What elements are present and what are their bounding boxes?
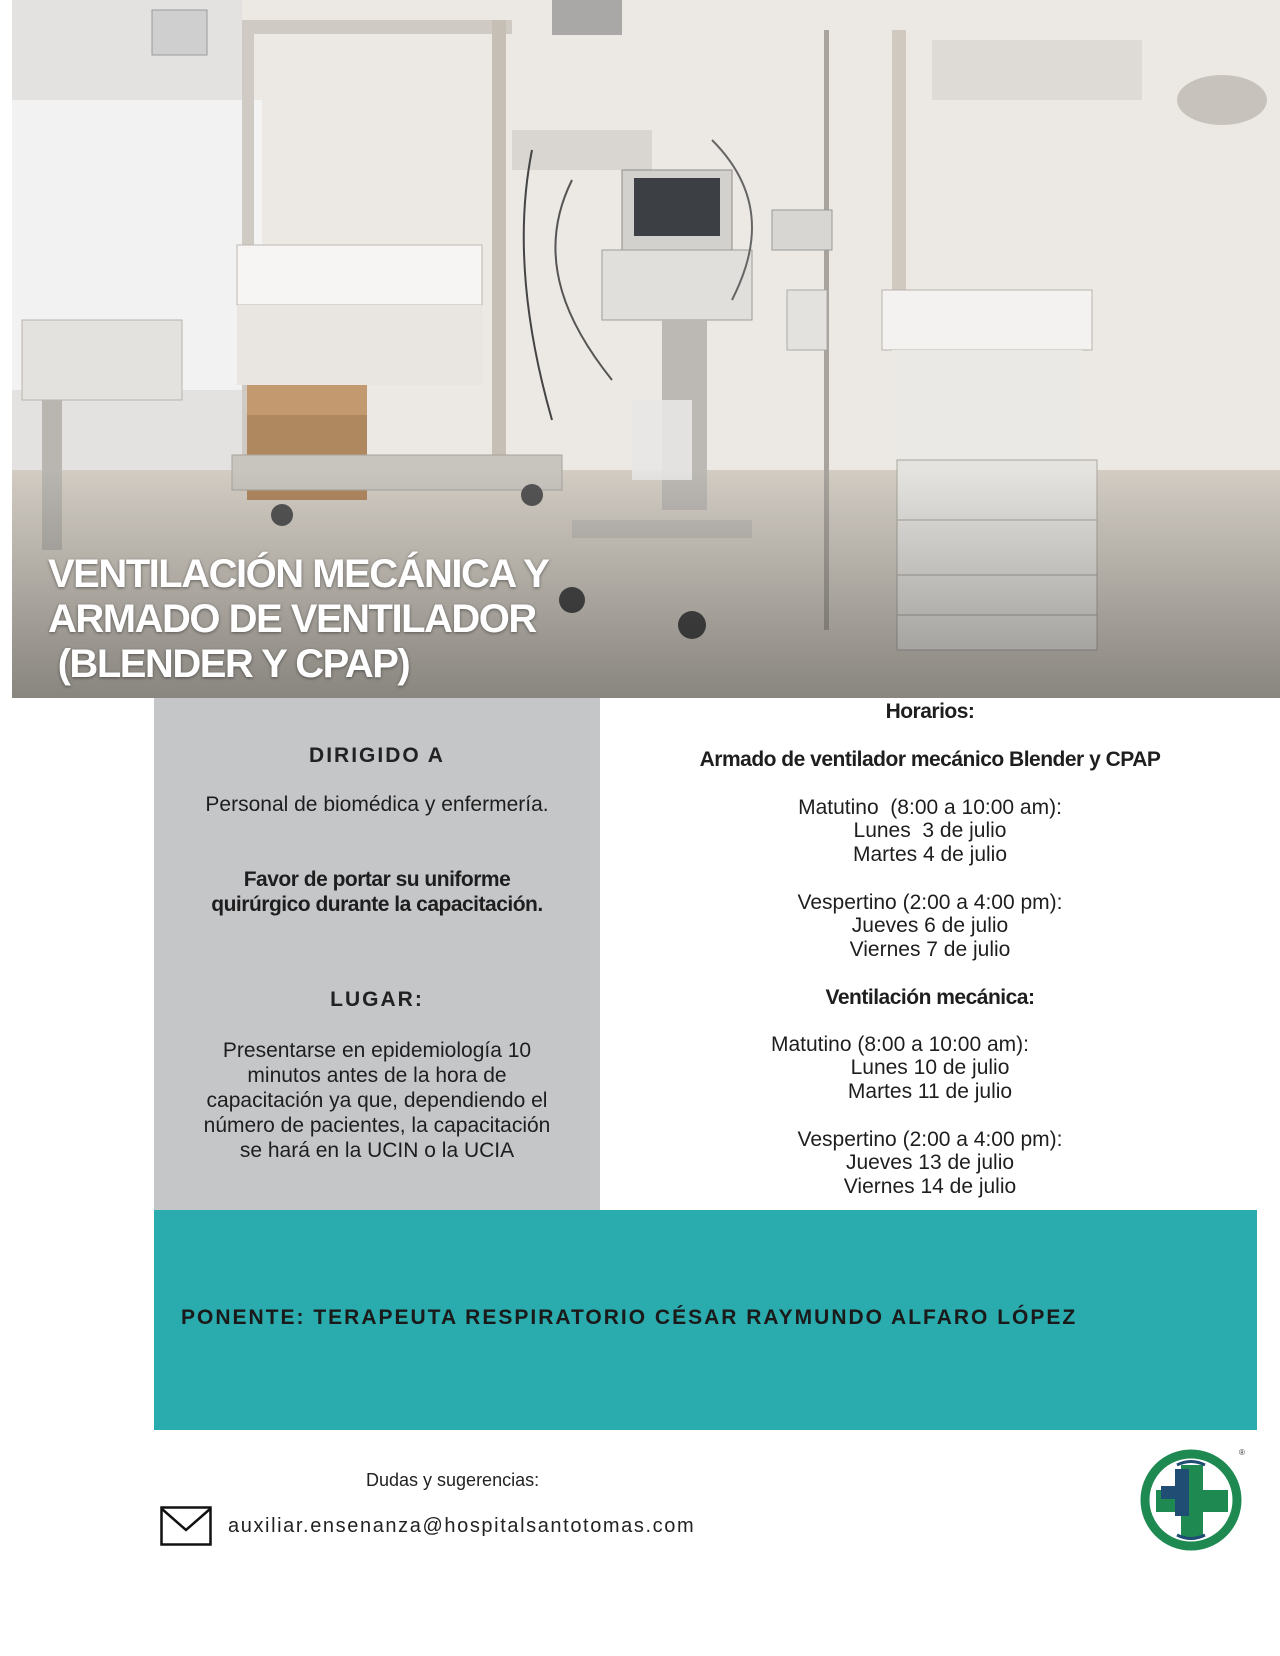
speaker-band — [154, 1210, 1257, 1430]
hero-title-line: (BLENDER Y CPAP) — [48, 642, 410, 686]
hospital-cross-logo — [1139, 1443, 1249, 1553]
audience-location-panel — [154, 698, 600, 1210]
hero-photo — [12, 0, 1280, 698]
session-label: Vespertino (2:00 a 4:00 pm): — [797, 1128, 1063, 1151]
audience-heading: DIRIGIDO A — [309, 744, 445, 767]
course-title: Ventilación mecánica: — [825, 986, 1035, 1009]
session-day: Lunes 3 de julio — [853, 819, 1007, 842]
session-label: Vespertino (2:00 a 4:00 pm): — [797, 891, 1063, 914]
hero-title-line: VENTILACIÓN MECÁNICA Y — [48, 552, 549, 596]
uniform-note: Favor de portar su uniforme quirúrgico durante la capacitación. — [211, 868, 543, 916]
audience-text: Personal de biomédica y enfermería. — [205, 793, 549, 816]
session-label: Matutino (8:00 a 10:00 am): — [798, 796, 1062, 819]
doubts-label: Dudas y sugerencias: — [366, 1470, 540, 1490]
session-day: Martes 4 de julio — [852, 843, 1008, 866]
schedule — [600, 698, 1260, 1210]
session-day: Jueves 13 de julio — [845, 1151, 1015, 1174]
hero-title-line: ARMADO DE VENTILADOR — [48, 597, 536, 641]
course-title: Armado de ventilador mecánico Blender y CPAP — [699, 748, 1161, 771]
location-heading: LUGAR: — [330, 988, 424, 1011]
session-day: Viernes 14 de julio — [843, 1175, 1017, 1198]
schedule-heading: Horarios: — [885, 700, 975, 723]
hero-title — [48, 552, 548, 687]
session-day: Viernes 7 de julio — [849, 938, 1011, 961]
session-day: Martes 11 de julio — [847, 1080, 1013, 1103]
email-link[interactable]: auxiliar.ensenanza@hospitalsantotomas.com — [228, 1515, 696, 1537]
session-day: Lunes 10 de julio — [850, 1056, 1010, 1079]
envelope-icon — [160, 1506, 212, 1546]
registered-mark: ® — [1239, 1448, 1245, 1457]
location-text: Presentarse en epidemiología 10 minutos antes de la hora de capacitación ya que, dependiendo el número de pacientes, la capacitación se hará en la UCIN o la UCIA — [203, 1039, 551, 1162]
session-label: Matutino (8:00 a 10:00 am): — [771, 1033, 1029, 1056]
speaker-name: PONENTE: TERAPEUTA RESPIRATORIO CÉSAR RAYMUNDO ALFARO LÓPEZ — [181, 1306, 1078, 1329]
session-day: Jueves 6 de julio — [851, 914, 1009, 937]
